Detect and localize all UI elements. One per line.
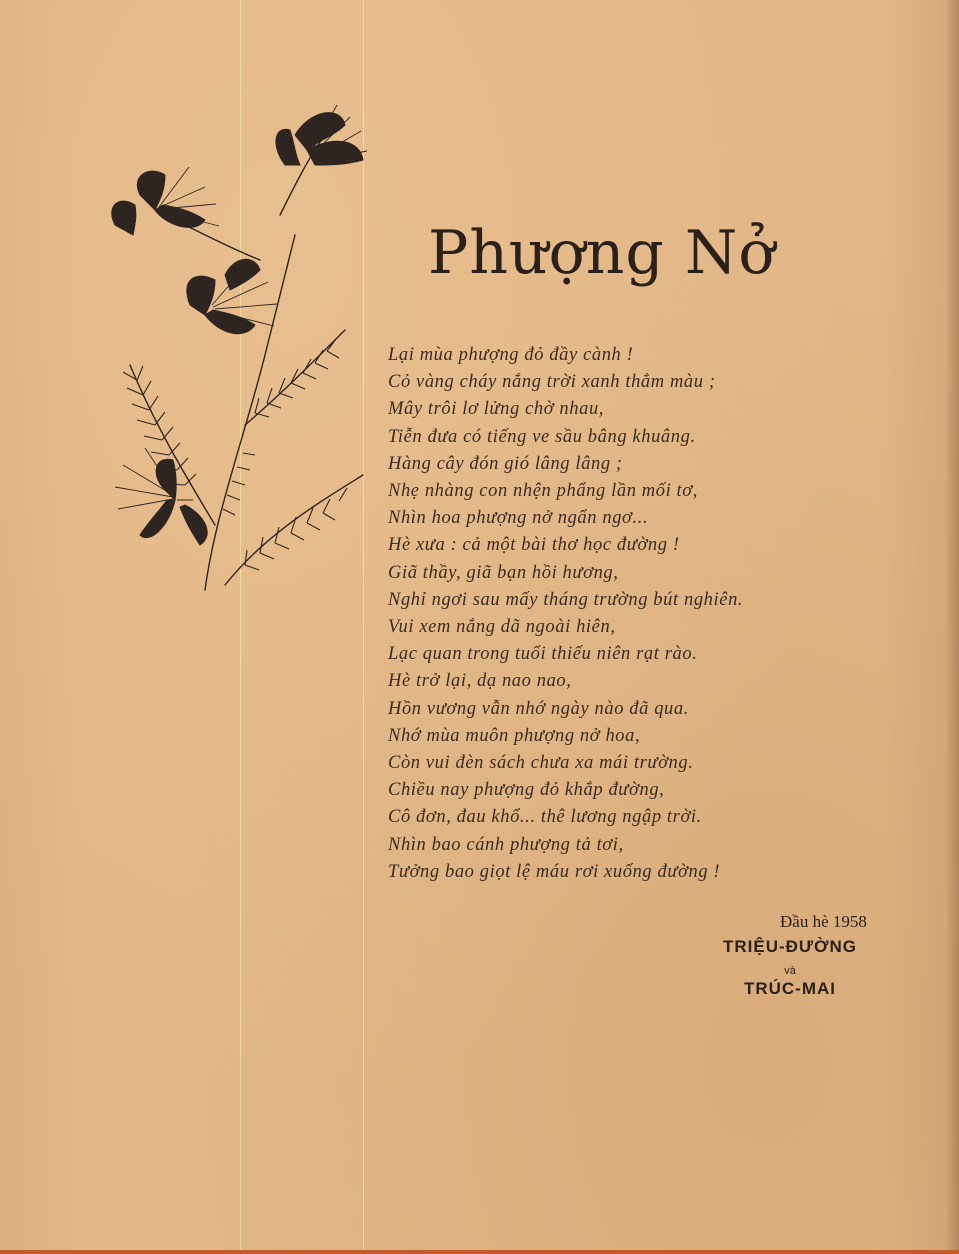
lower-branch bbox=[225, 475, 363, 585]
right-branch bbox=[245, 330, 345, 425]
poem-line: Hồn vương vẫn nhớ ngày nào đã qua. bbox=[388, 698, 689, 719]
poem-line: Tiễn đưa có tiếng ve sầu bâng khuâng. bbox=[388, 426, 696, 447]
flower-mid-petal-3 bbox=[225, 259, 260, 290]
poem-line: Vui xem nắng dã ngoài hiên, bbox=[388, 617, 616, 638]
signature-block bbox=[680, 912, 900, 999]
page-edge-shadow bbox=[945, 0, 959, 1254]
flower-mid-petal-1 bbox=[187, 276, 215, 315]
leaflets-center bbox=[223, 453, 255, 515]
flower-low-petal-2 bbox=[140, 500, 175, 538]
poem-line: Nghỉ ngơi sau mấy tháng trường bút nghiên. bbox=[388, 589, 744, 610]
poem-line: Lại mùa phượng đỏ đầy cành ! bbox=[388, 345, 634, 365]
poem-line: Hè trở lại, dạ nao nao, bbox=[388, 671, 572, 692]
poem-line: Còn vui đèn sách chưa xa mái trường. bbox=[388, 753, 694, 774]
signature-date: Đầu hè 1958 bbox=[780, 912, 867, 931]
leaflets-lower-b bbox=[245, 513, 335, 570]
poem-line: Cỏ vàng cháy nắng trời xanh thẳm màu ; bbox=[388, 372, 716, 393]
flower-low-petal-3 bbox=[180, 505, 207, 545]
author-name: TRIỆU-ĐƯỜNG bbox=[722, 937, 858, 956]
poem-line: Giã thầy, giã bạn hồi hương, bbox=[388, 562, 619, 583]
floral-illustration bbox=[95, 95, 370, 595]
author-conjunction: và bbox=[784, 965, 796, 977]
poem-line: Chiều nay phượng đỏ khắp đường, bbox=[388, 780, 665, 801]
poem-line: Cô đơn, đau khổ... thê lương ngập trời. bbox=[388, 807, 702, 828]
poem-line: Mây trôi lơ lửng chờ nhau, bbox=[388, 399, 605, 420]
leaflets-right-b bbox=[255, 351, 339, 417]
flower-mid-petal-2 bbox=[205, 310, 255, 334]
poem-line: Hè xưa : cả một bài thơ học đường ! bbox=[388, 535, 680, 556]
poem-line: Nhớ mùa muôn phượng nở hoa, bbox=[388, 725, 641, 746]
poem-body bbox=[388, 342, 908, 886]
page-bottom-edge bbox=[0, 1250, 959, 1254]
poem-line: Hàng cây đón gió lâng lâng ; bbox=[388, 453, 623, 474]
poem-line: Nhẹ nhàng con nhện phẩng lần mối tơ, bbox=[388, 481, 698, 502]
poem-title: Phượng Nở bbox=[428, 218, 776, 288]
flower-left-petal-3 bbox=[112, 201, 136, 235]
main-stem bbox=[205, 235, 295, 590]
poem-line: Lạc quan trong tuổi thiếu niên rạt rào. bbox=[388, 644, 698, 665]
poem-line: Nhìn bao cánh phượng tả tơi, bbox=[388, 834, 624, 855]
coauthor-name: TRÚC-MAI bbox=[743, 979, 837, 998]
poem-line: Tưởng bao giọt lệ máu rơi xuống đường ! bbox=[388, 861, 721, 882]
poem-line: Nhìn hoa phượng nở ngẩn ngơ... bbox=[388, 508, 649, 529]
